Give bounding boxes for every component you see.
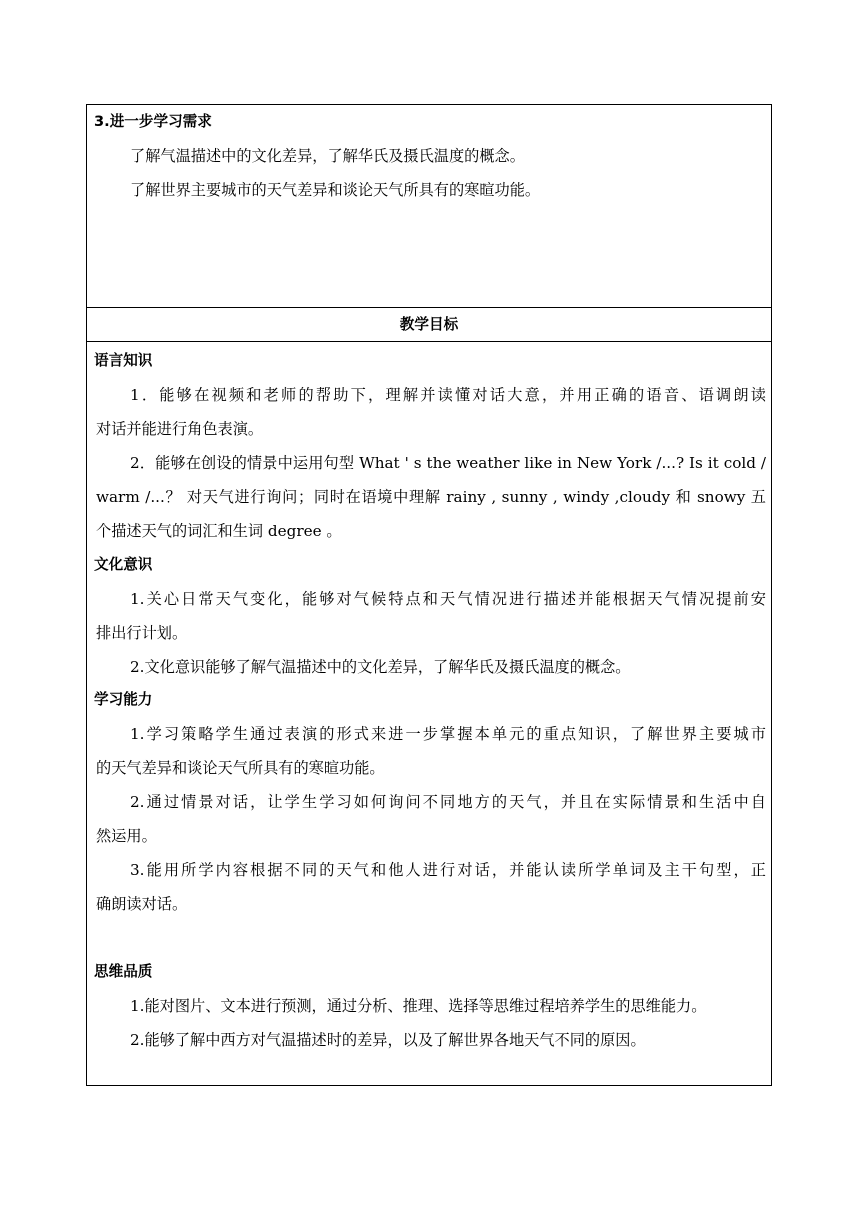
table-title: 教学目标 — [399, 316, 459, 333]
paragraph-line: 确朗读对话。 — [96, 895, 188, 913]
paragraph-line: 对话并能进行角色表演。 — [96, 420, 264, 438]
section-heading: 思维品质 — [94, 963, 153, 980]
paragraph-line: 2．能够在创设的情景中运用句型 What ' s the weather like in New York /...? Is it cold / — [130, 454, 766, 472]
paragraph-line: 2.通过情景对话，让学生学习如何询问不同地方的天气，并且在实际情景和生活中自 — [130, 793, 766, 811]
paragraph-line: 1.能对图片、文本进行预测，通过分析、推理、选择等思维过程培养学生的思维能力。 — [130, 997, 707, 1015]
paragraph-line: 了解气温描述中的文化差异，了解华氏及摄氏温度的概念。 — [130, 147, 525, 165]
paragraph-line: warm /...？ 对天气进行询问；同时在语境中理解 rainy , sunny , windy ,cloudy 和 snowy 五 — [96, 488, 766, 506]
paragraph-line: 3.能用所学内容根据不同的天气和他人进行对话，并能认读所学单词及主干句型，正 — [130, 861, 766, 879]
table-divider — [86, 307, 772, 308]
table-divider — [86, 341, 772, 342]
paragraph-line: 然运用。 — [96, 827, 157, 845]
paragraph-line: 的天气差异和谈论天气所具有的寒暄功能。 — [96, 759, 385, 777]
section-heading: 文化意识 — [94, 556, 153, 573]
section-heading: 语言知识 — [94, 352, 153, 369]
paragraph-line: 1．能够在视频和老师的帮助下，理解并读懂对话大意，并用正确的语音、语调朗读 — [130, 386, 766, 404]
paragraph-line: 1.关心日常天气变化，能够对气候特点和天气情况进行描述并能根据天气情况提前安 — [130, 590, 766, 608]
paragraph-line: 排出行计划。 — [96, 624, 188, 642]
paragraph-line: 1.学习策略学生通过表演的形式来进一步掌握本单元的重点知识，了解世界主要城市 — [130, 725, 766, 743]
section-heading: 学习能力 — [94, 691, 153, 708]
paragraph-line: 个描述天气的词汇和生词 degree 。 — [96, 522, 342, 540]
paragraph-line: 了解世界主要城市的天气差异和谈论天气所具有的寒暄功能。 — [130, 181, 541, 199]
paragraph-line: 2.文化意识能够了解气温描述中的文化差异，了解华氏及摄氏温度的概念。 — [130, 658, 631, 676]
section-heading: 3.进一步学习需求 — [94, 113, 212, 130]
paragraph-line: 2.能够了解中西方对气温描述时的差异，以及了解世界各地天气不同的原因。 — [130, 1031, 646, 1049]
